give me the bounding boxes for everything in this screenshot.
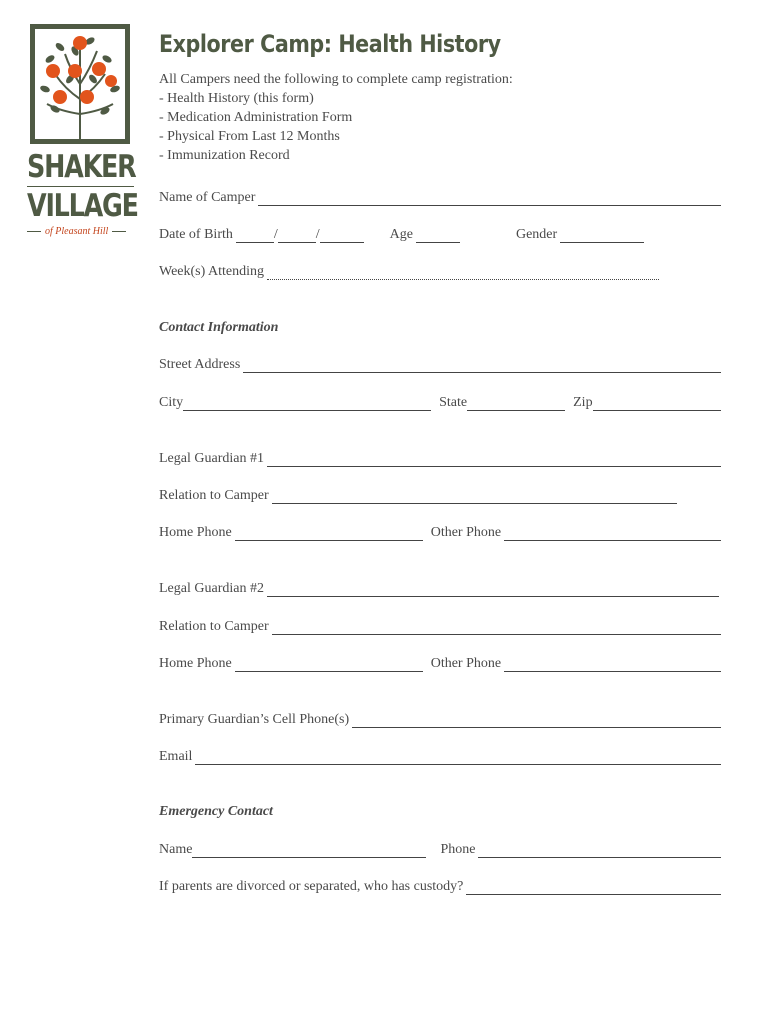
guardian1-home-phone-field[interactable] [235,524,423,541]
dob-label: Date of Birth [159,227,233,242]
state-label: State [439,395,468,410]
street-address-label: Street Address [159,357,241,372]
page-title: Explorer Camp: Health History [159,30,501,58]
state-field[interactable] [467,394,565,411]
logo-tagline-text: of Pleasant Hill [45,226,109,237]
guardian1-row [159,447,721,467]
guardian1-phone-row [159,521,721,541]
custody-field[interactable] [466,878,721,895]
gender-field[interactable] [560,226,644,243]
relation-label: Relation to Camper [159,619,269,634]
guardian2-phone-row [159,652,721,672]
guardian2-field[interactable] [267,580,719,597]
guardian2-row [159,577,719,597]
street-address-row [159,353,721,373]
guardian2-other-phone-field[interactable] [504,655,721,672]
camper-name-label: Name of Camper [159,190,256,205]
emergency-phone-label: Phone [440,842,476,857]
home-phone-label: Home Phone [159,525,232,540]
custody-label: If parents are divorced or separated, who has custody? [159,879,464,894]
custody-row [159,875,721,895]
orange-tree-icon [30,24,130,144]
guardian1-other-phone-field[interactable] [504,524,721,541]
zip-field[interactable] [593,394,721,411]
weeks-attending-label: Week(s) Attending [159,264,265,279]
dob-separator: / [273,227,278,242]
guardian2-home-phone-field[interactable] [235,655,423,672]
email-field[interactable] [195,748,721,765]
guardian2-relation-field[interactable] [272,618,721,635]
emergency-phone-field[interactable] [478,841,721,858]
city-label: City [159,395,184,410]
email-row [159,745,721,765]
dob-month-field[interactable] [236,226,274,243]
shaker-village-logo [27,24,137,237]
city-field[interactable] [183,394,431,411]
emergency-name-field[interactable] [192,841,426,858]
dob-day-field[interactable] [278,226,316,243]
dob-separator: / [315,227,320,242]
intro-line: - Medication Administration Form [159,110,353,125]
contact-section-heading: Contact Information [159,320,279,335]
emergency-section-heading: Emergency Contact [159,804,273,819]
logo-divider [27,186,134,187]
guardian2-label: Legal Guardian #2 [159,581,264,596]
age-field[interactable] [416,226,460,243]
other-phone-label: Other Phone [430,656,502,671]
camper-name-row [159,186,721,206]
city-state-zip-row [159,391,721,411]
guardian2-relation-row [159,615,721,635]
emergency-contact-row [159,838,721,858]
intro-line: All Campers need the following to complete camp registration: [159,72,513,87]
guardian1-label: Legal Guardian #1 [159,451,264,466]
zip-label: Zip [573,395,593,410]
other-phone-label: Other Phone [430,525,502,540]
intro-requirements [159,70,721,165]
emergency-name-label: Name [159,842,193,857]
age-label: Age [389,227,413,242]
guardian1-field[interactable] [267,450,721,467]
dob-year-field[interactable] [320,226,364,243]
relation-label: Relation to Camper [159,488,269,503]
guardian1-relation-row [159,484,677,504]
intro-line: - Immunization Record [159,148,290,163]
intro-line: - Health History (this form) [159,91,314,106]
health-history-form [159,30,721,894]
dob-age-gender-row [159,223,721,243]
intro-line: - Physical From Last 12 Months [159,129,340,144]
email-label: Email [159,749,193,764]
weeks-attending-row [159,260,659,280]
cell-phone-field[interactable] [352,711,721,728]
logo-wordmark-village: VILLAGE [27,188,138,224]
weeks-attending-field[interactable] [267,263,659,280]
guardian1-relation-field[interactable] [272,487,677,504]
home-phone-label: Home Phone [159,656,232,671]
camper-name-field[interactable] [258,189,721,206]
street-address-field[interactable] [243,356,721,373]
gender-label: Gender [515,227,558,242]
cell-phone-row [159,708,721,728]
logo-tagline [27,226,137,237]
logo-wordmark-shaker: SHAKER [27,149,136,185]
cell-phone-label: Primary Guardian’s Cell Phone(s) [159,712,350,727]
